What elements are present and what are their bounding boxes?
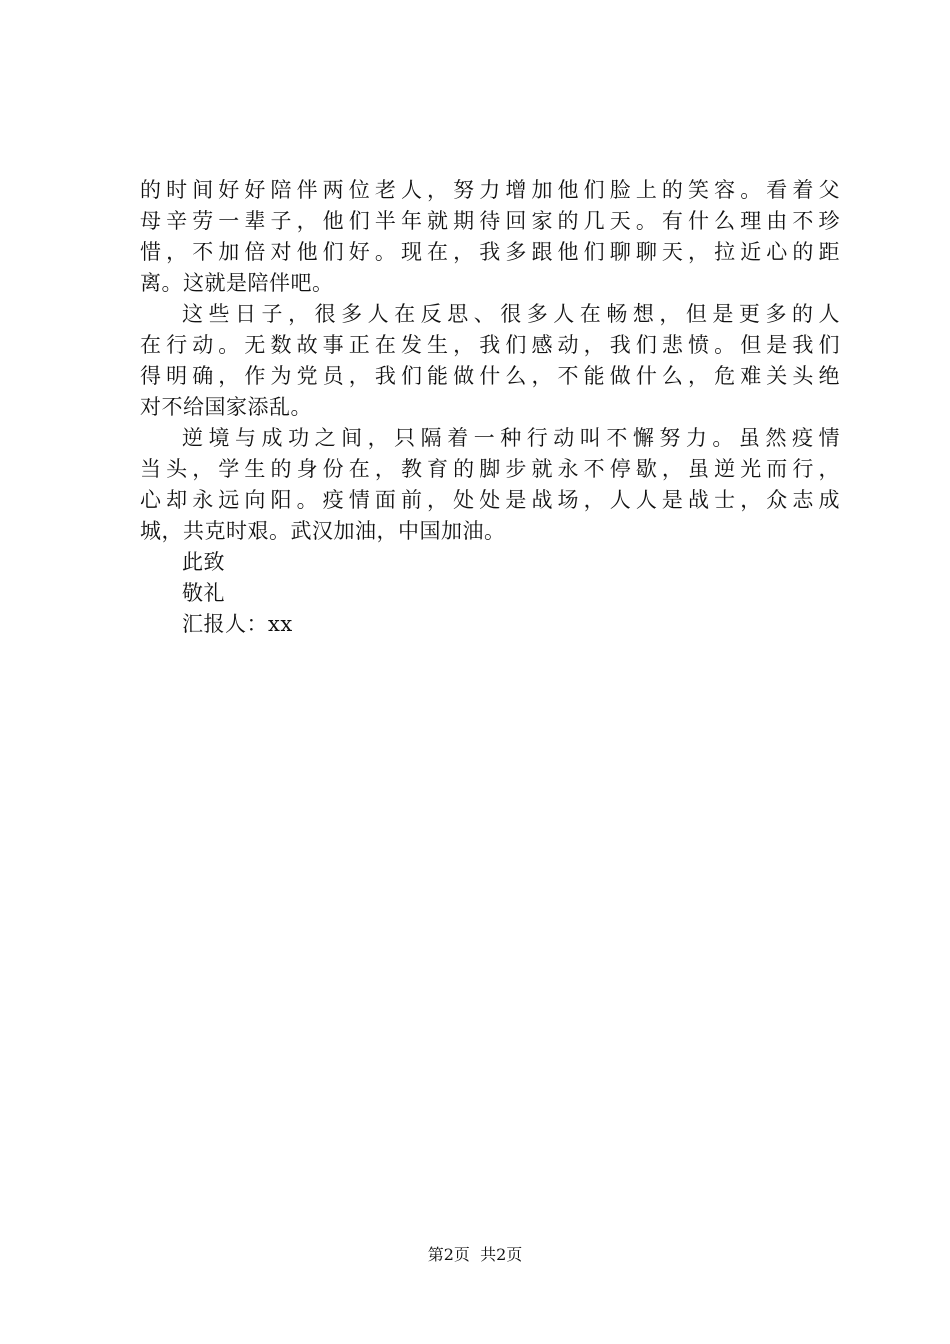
page-number: 第2页 共2页 (427, 1245, 523, 1264)
closing-regards: 敬礼 (182, 581, 225, 605)
paragraph-line: 惜，不加倍对他们好。现在，我多跟他们聊聊天，拉近心的距 (140, 240, 840, 264)
paragraph-line: 当头，学生的身份在，教育的脚步就永不停歇，虽逆光而行， (140, 457, 840, 481)
paragraph-line: 在行动。无数故事正在发生，我们感动，我们悲愤。但是我们 (140, 333, 840, 357)
paragraph-line: 城，共克时艰。武汉加油，中国加油。 (140, 519, 506, 543)
page-footer (0, 1245, 950, 1265)
paragraph-line: 心却永远向阳。疫情面前，处处是战场，人人是战士，众志成 (140, 488, 840, 512)
paragraph-line: 离。这就是陪伴吧。 (140, 271, 334, 295)
signature: 汇报人：xx (182, 612, 293, 636)
paragraph-line: 对不给国家添乱。 (140, 395, 312, 419)
paragraph-line: 母辛劳一辈子，他们半年就期待回家的几天。有什么理由不珍 (140, 209, 840, 233)
paragraph-line: 逆境与成功之间，只隔着一种行动叫不懈努力。虽然疫情 (182, 426, 840, 450)
closing-salutation: 此致 (182, 550, 225, 574)
paragraph-line: 这些日子，很多人在反思、很多人在畅想，但是更多的人 (182, 302, 840, 326)
paragraph-line: 的时间好好陪伴两位老人，努力增加他们脸上的笑容。看着父 (140, 178, 840, 202)
paragraph-line: 得明确，作为党员，我们能做什么，不能做什么，危难关头绝 (140, 364, 840, 388)
document-body (140, 175, 840, 640)
